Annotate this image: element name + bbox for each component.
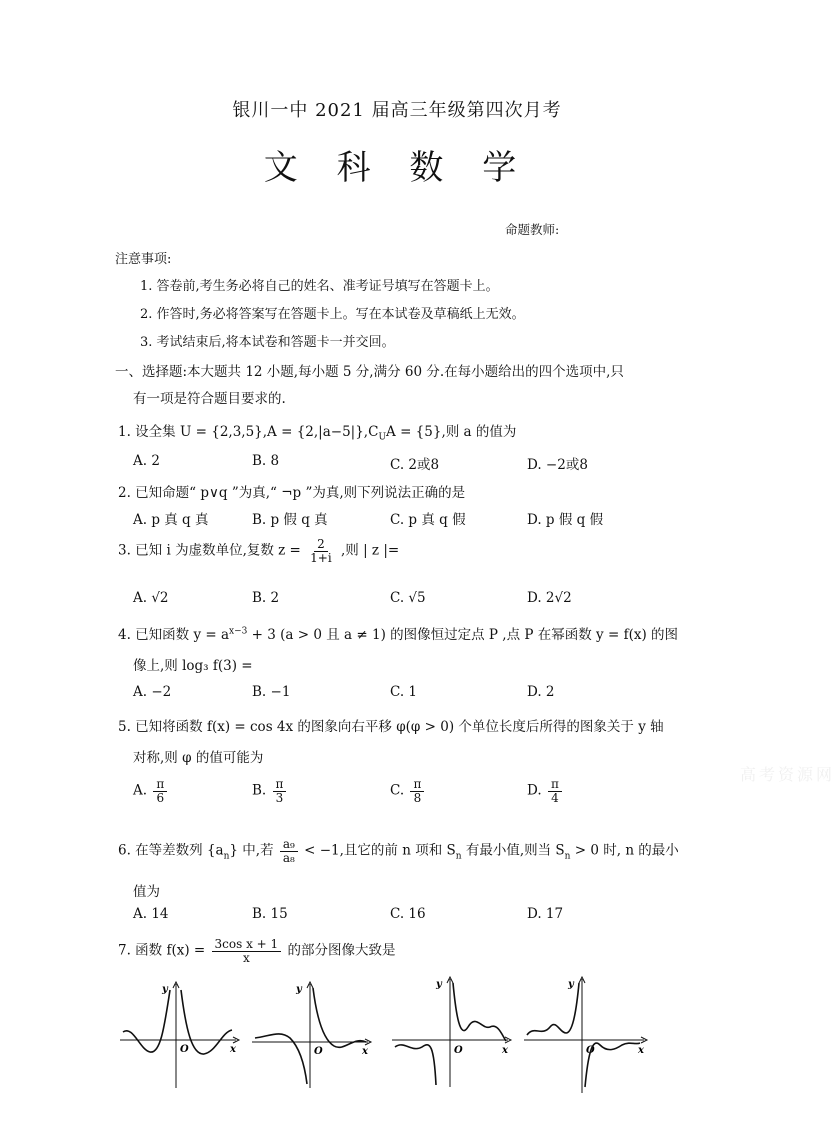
question-5-stem: 5. 已知将函数 f(x) = cos 4x 的图象向右平移 φ(φ > 0) 个单位长度后所得的图象关于 y 轴 [118, 719, 664, 735]
option-d: D. 17 [527, 906, 564, 922]
axis-x-label: x [230, 1044, 236, 1055]
axis-y-label: y [436, 979, 442, 990]
notice-item: 2. 作答时,务必将答案写在答题卡上。写在本试卷及草稿纸上无效。 [140, 307, 525, 322]
question-1-stem: 1. 设全集 $U = \{2,3,5\},A = \{2,|a-5|\},C_UA = \{5\}$,则 a 的值为 [118, 424, 517, 443]
option-a: A. $\frac{\pi}{6}$ [133, 778, 169, 804]
axis-y-label: y [296, 984, 302, 995]
notice-heading: 注意事项: [115, 252, 172, 267]
option-c: C. 16 [390, 906, 426, 922]
option-d: D. −2或8 [527, 457, 588, 473]
option-d: D. 2 [527, 684, 555, 700]
question-3-stem: 3. 已知 i 为虚数单位,复数 z = $\frac{2}{1+i}$ ,则 | z |= [118, 537, 400, 565]
exam-title: 银川一中 2021 届高三年级第四次月考 [232, 100, 562, 121]
option-a: A. 14 [133, 906, 169, 922]
watermark: 高考资源网 [740, 765, 835, 784]
notice-item: 3. 考试结束后,将本试卷和答题卡一并交回。 [140, 335, 395, 350]
option-d: D. $\frac{\pi}{4}$ [527, 778, 564, 804]
graph-a [118, 980, 243, 1090]
graph-d [522, 975, 652, 1095]
fraction: $\frac{2}{1+i}$ [310, 537, 332, 565]
option-a: A. √2 [133, 590, 169, 606]
option-b: B. 8 [252, 453, 280, 469]
option-c: C. p 真 q 假 [390, 512, 466, 528]
option-b: B. 15 [252, 906, 288, 922]
option-c: C. $\frac{\pi}{8}$ [390, 778, 426, 804]
section-heading: 一、选择题:本大题共 12 小题,每小题 5 分,满分 60 分.在每小题给出的四个选项中,只 [115, 364, 624, 380]
option-d: D. 2√2 [527, 590, 572, 606]
axis-x-label: x [362, 1046, 368, 1057]
graph-c [390, 975, 515, 1090]
origin-label: O [180, 1044, 189, 1055]
option-c: C. 1 [390, 684, 418, 700]
origin-label: O [586, 1045, 595, 1056]
question-6-stem: 6. 在等差数列 $\{a_n\}$ 中,若 $\frac{\text{a₉}}{\text{a₈}}$ < −1,且它的前 n 项和 $S_n$ 有最小值,则当 $S_n > 0$ 时, n 的最小 [118, 837, 679, 865]
axis-x-label: x [502, 1045, 508, 1056]
notice-item: 1. 答卷前,考生务必将自己的姓名、准考证号填写在答题卡上。 [140, 279, 499, 294]
option-b: B. −1 [252, 684, 291, 700]
subject-title: 文 科 数 学 [263, 148, 531, 188]
option-c: C. 2或8 [390, 457, 440, 473]
origin-label: O [314, 1046, 323, 1057]
option-a: A. p 真 q 真 [133, 512, 209, 528]
axis-y-label: y [568, 979, 574, 990]
axis-x-label: x [638, 1045, 644, 1056]
question-5-stem-cont: 对称,则 φ 的值可能为 [133, 750, 264, 766]
question-7-stem: 7. 函数 f(x) = $\frac{\text{3cos x + 1}}{x}$ 的部分图像大致是 [118, 937, 396, 965]
setter-label: 命题教师: [505, 222, 560, 237]
question-2-stem: 2. 已知命题“ p∨q ”为真,“ ¬p ”为真,则下列说法正确的是 [118, 485, 466, 501]
option-b: B. 2 [252, 590, 280, 606]
question-6-stem-cont: 值为 [133, 884, 160, 900]
graph-b [250, 980, 375, 1090]
section-heading-cont: 有一项是符合题目要求的. [133, 391, 286, 407]
origin-label: O [454, 1045, 463, 1056]
option-b: B. p 假 q 真 [252, 512, 328, 528]
option-c: C. √5 [390, 590, 426, 606]
axis-y-label: y [162, 984, 168, 995]
option-b: B. $\frac{\pi}{3}$ [252, 778, 288, 804]
option-a: A. 2 [133, 453, 160, 469]
option-a: A. −2 [133, 684, 172, 700]
question-4-stem-cont: 像上,则 log₃ f(3) = [133, 658, 253, 674]
question-4-stem: 4. 已知函数 $y = a^{x-3} + 3$ (a > 0 且 a ≠ 1) 的图像恒过定点 P ,点 P 在幂函数 y = f(x) 的图 [118, 626, 679, 643]
option-d: D. p 假 q 假 [527, 512, 604, 528]
